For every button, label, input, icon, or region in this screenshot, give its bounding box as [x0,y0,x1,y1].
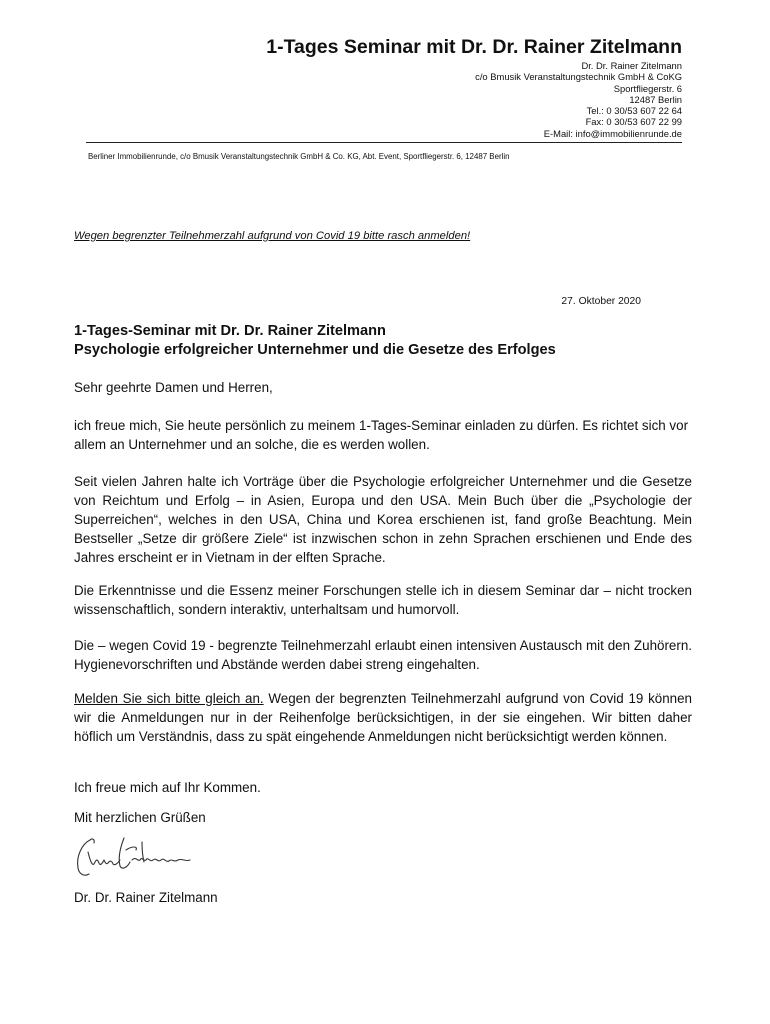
sender-name: Dr. Dr. Rainer Zitelmann [581,60,682,71]
letter-date: 27. Oktober 2020 [561,296,641,307]
paragraph-background: Seit vielen Jahren halte ich Vorträge über die Psychologie erfolgreicher Unternehmer und die Gesetze von Reichtum und Erfolg – in Asien, Europa und den USA. Mein Buch über die „Psychologie der Superreichen“, welches in den USA, China und Korea erschienen ist, fand große Beachtung. Mein Bestseller „Setze dir größere Ziele“ ist inzwischen schon in zehn Sprachen erschienen und Ende des Jahres erscheint er in Vietnam in der elften Sprache. [74,474,692,565]
registration-call-to-action: Melden Sie sich bitte gleich an. [74,691,264,706]
sender-address-block [300,60,682,139]
sender-fax: Fax: 0 30/53 607 22 99 [585,116,682,128]
paragraph-covid-info: Die – wegen Covid 19 - begrenzte Teilnehmerzahl erlaubt einen intensiven Austausch mit den Zuhörern. Hygienevorschriften und Abstände werden dabei streng eingehalten. [74,638,692,672]
closing-formula: Mit herzlichen Grüßen [74,810,206,825]
sender-email: E-Mail: info@immobilienrunde.de [543,127,682,139]
letter-subject [74,322,556,360]
return-address: Berliner Immobilienrunde, c/o Bmusik Veranstaltungstechnik GmbH & Co. KG, Abt. Event, Sportfliegerstr. 6, 12487 Berlin [88,152,510,161]
sender-phone: Tel.: 0 30/53 607 22 64 [586,105,682,117]
sender-company: c/o Bmusik Veranstaltungstechnik GmbH & CoKG [475,71,682,83]
subject-line-1: 1-Tages-Seminar mit Dr. Dr. Rainer Zitelmann [74,323,386,339]
paragraph-seminar-content: Die Erkenntnisse und die Essenz meiner Forschungen stelle ich in diesem Seminar dar – nicht trocken wissenschaftlich, sondern interaktiv, unterhaltsam und humorvoll. [74,583,692,617]
registration-details: Wegen der begrenzten Teilnehmerzahl aufgrund von Covid 19 können wir die Anmeldungen nur in der Reihenfolge berücksichtigen, in der sie eingehen. Wir bitten daher höflich um Verständnis, dass zu spät eingehende Anmeldungen nicht berücksichtigt werden können. [74,691,693,744]
paragraph-intro: ich freue mich, Sie heute persönlich zu meinem 1-Tages-Seminar einladen zu dürfen. Es richtet sich vor allem an Unternehmer und an solche, die es werden wollen. [74,418,689,452]
header-divider [86,142,682,143]
sender-city: 12487 Berlin [629,93,682,105]
subject-line-2: Psychologie erfolgreicher Unternehmer und die Gesetze des Erfolges [74,342,556,358]
sender-street: Sportfliegerstr. 6 [613,82,682,94]
salutation: Sehr geehrte Damen und Herren, [74,380,273,395]
signer-name: Dr. Dr. Rainer Zitelmann [74,890,218,905]
handwritten-signature-icon [72,830,198,882]
page-title: 1-Tages Seminar mit Dr. Dr. Rainer Zitelmann [266,36,682,58]
paragraph-registration [74,689,692,746]
paragraph-looking-forward: Ich freue mich auf Ihr Kommen. [74,780,261,795]
urgent-notice: Wegen begrenzter Teilnehmerzahl aufgrund von Covid 19 bitte rasch anmelden! [74,230,471,242]
